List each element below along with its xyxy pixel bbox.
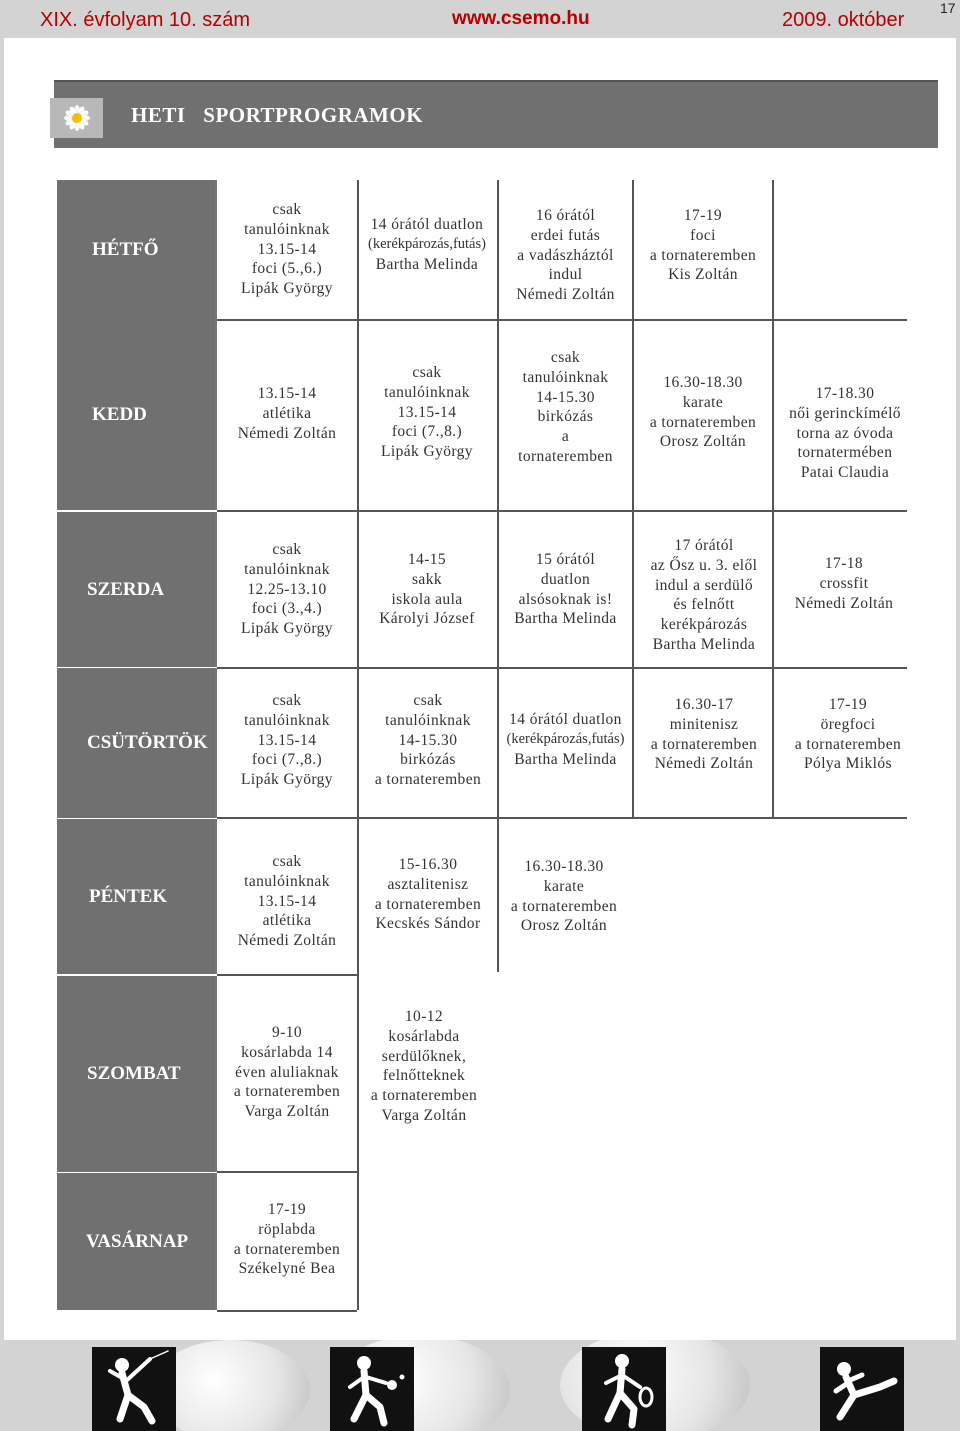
- schedule-cell: csak tanulóinknak 14-15.30 birkózás a tornateremben: [374, 692, 482, 789]
- day-label-kedd: KEDD: [57, 320, 217, 510]
- day-label-szombat: SZOMBAT: [57, 976, 217, 1172]
- schedule-cell: 16.30-18.30 karate a tornateremben Orosz Zoltán: [649, 374, 757, 451]
- schedule-cell: 15 órától duatlon alsósoknak is! Bartha Melinda: [514, 551, 617, 628]
- issue-date: 2009. október: [782, 9, 905, 31]
- tennis-icon: [582, 1347, 666, 1431]
- fencing-icon: [92, 1347, 176, 1431]
- daisy-icon: [50, 98, 103, 138]
- row-divider: [217, 319, 907, 321]
- row-divider: [217, 1310, 357, 1312]
- schedule-cell: csak tanulóinknak 12.25-13.10 foci (3.,4.) Lipák György: [241, 541, 333, 638]
- schedule-cell: 13.15-14 atlétika Némedi Zoltán: [237, 385, 337, 442]
- day-label-csutortok: CSÜTÖRTÖK: [57, 668, 217, 818]
- schedule-cell: 17 órától az Ősz u. 3. elől indul a serdülő és felnőtt kerékpározás Bartha Melinda: [650, 537, 758, 653]
- schedule-cell: 17-18.30 női gerinckímélő torna az óvoda tornatermében Patai Claudia: [789, 385, 901, 482]
- schedule-cell: 14 órától duatlon (kerékpározás,futás) Bartha Melinda: [368, 216, 486, 273]
- schedule-cell: 10-12 kosárlabda serdülőknek, felnőtteknek a tornateremben Varga Zoltán: [370, 1008, 478, 1124]
- schedule-cell: 14 órától duatlon (kerékpározás,futás) Bartha Melinda: [506, 711, 625, 768]
- schedule-cell: csak tanulóinknak 13.15-14 foci (7.,8.) Lipák György: [241, 692, 333, 789]
- day-label-pentek: PÉNTEK: [57, 819, 217, 974]
- day-label-vasarnap: VASÁRNAP: [57, 1173, 217, 1310]
- page-title: HETI SPORTPROGRAMOK: [131, 103, 424, 127]
- schedule-cell: 16.30-17 minitenisz a tornateremben Némedi Zoltán: [650, 696, 758, 773]
- website-link[interactable]: www.csemo.hu: [452, 8, 590, 29]
- row-divider: [217, 510, 907, 512]
- schedule-cell: 16 órától erdei futás a vadászháztól indul Némedi Zoltán: [516, 207, 615, 304]
- schedule-cell: 16.30-18.30 karate a tornateremben Orosz Zoltán: [510, 858, 618, 935]
- schedule-cell: csak tanulóinknak 14-15.30 birkózás a tornateremben: [518, 349, 613, 465]
- sport-icons-strip: [0, 1340, 960, 1431]
- schedule-cell: csak tanulóinknak 13.15-14 foci (7.,8.) Lipák György: [381, 364, 473, 461]
- row-divider: [217, 1171, 357, 1173]
- table-tennis-icon: [330, 1347, 414, 1431]
- row-divider: [217, 667, 907, 669]
- schedule-cell: 9-10 kosárlabda 14 éven aluliaknak a tornateremben Varga Zoltán: [233, 1024, 341, 1121]
- issue-label: XIX. évfolyam 10. szám: [40, 9, 251, 31]
- schedule-cell: 17-19 foci a tornateremben Kis Zoltán: [649, 207, 757, 284]
- schedule-cell: csak tanulóinknak 13.15-14 atlétika Némedi Zoltán: [237, 853, 337, 950]
- schedule-cell: 15-16.30 asztalitenisz a tornateremben Kecskés Sándor: [374, 856, 482, 933]
- schedule-cell: 14-15 sakk iskola aula Károlyi József: [379, 551, 475, 628]
- schedule-cell: csak tanulóinknak 13.15-14 foci (5.,6.) Lipák György: [241, 201, 333, 298]
- page-header: [0, 0, 960, 38]
- day-label-hetfo: HÉTFŐ: [57, 180, 217, 320]
- day-label-szerda: SZERDA: [57, 512, 217, 667]
- schedule-cell: 17-18 crossfit Némedi Zoltán: [794, 555, 894, 612]
- schedule-cell: 17-19 öregfoci a tornateremben Pólya Miklós: [794, 696, 902, 773]
- row-divider: [217, 817, 907, 819]
- row-divider: [217, 974, 357, 976]
- schedule-cell: 17-19 röplabda a tornateremben Székelyné Bea: [233, 1201, 341, 1278]
- kickboxing-icon: [820, 1347, 904, 1431]
- page-number: 17: [940, 0, 956, 16]
